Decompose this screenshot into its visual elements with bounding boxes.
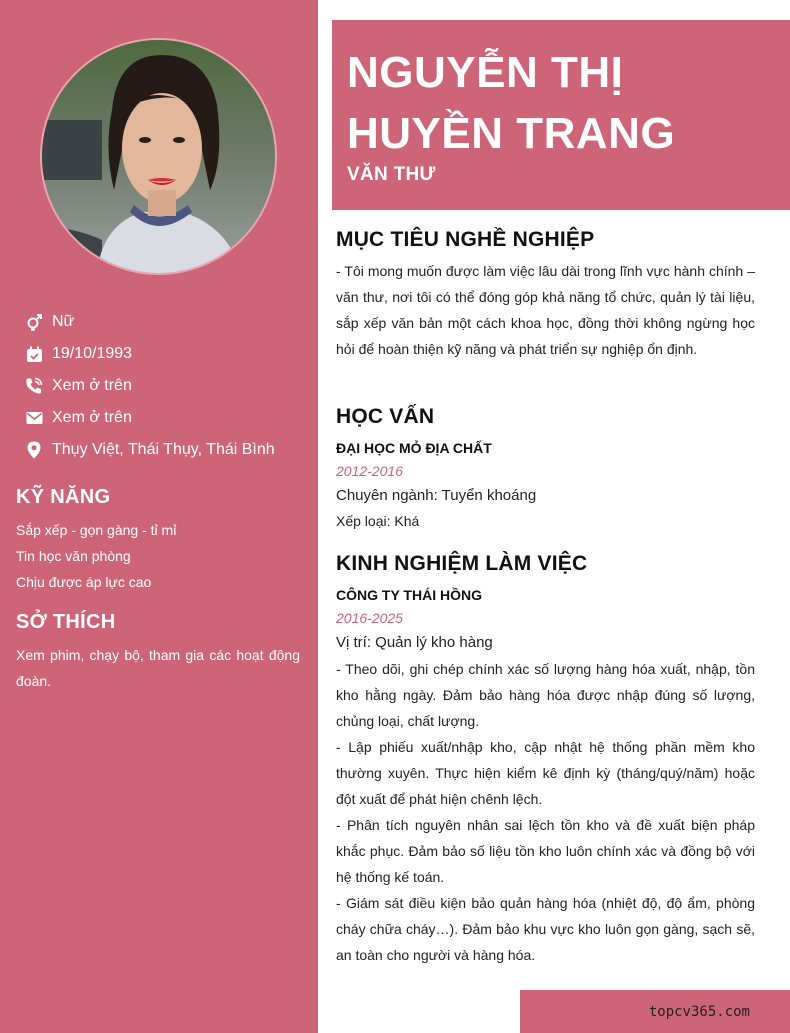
contact-gender: [24, 309, 314, 335]
phone-icon: [24, 376, 44, 396]
contact-address: [24, 437, 314, 463]
education-heading: HỌC VẤN: [336, 405, 435, 428]
contact-gender-text: Nữ: [52, 313, 75, 330]
skill-item: Tin học văn phòng: [16, 548, 131, 564]
name-line-2: HUYỀN TRANG: [347, 109, 676, 158]
contact-phone-text: Xem ở trên: [52, 377, 132, 394]
skill-item: Sắp xếp - gọn gàng - tỉ mỉ: [16, 522, 177, 538]
location-icon: [24, 440, 44, 460]
duty-item: - Theo dõi, ghi chép chính xác số lượng hàng hóa xuất, nhập, tồn kho hằng ngày. Đảm bảo hàng hóa được nhập đúng số lượng, chủng loại, chất lượng.: [336, 661, 755, 729]
job-title: VĂN THƯ: [347, 164, 436, 185]
skill-item: Chịu được áp lực cao: [16, 574, 152, 590]
contact-birthday-text: 19/10/1993: [52, 345, 133, 362]
objective-text: - Tôi mong muốn được làm việc lâu dài trong lĩnh vực hành chính – văn thư, nơi tôi có thể đóng góp khả năng tổ chức, quản lý tài liệu, sắp xếp văn bản một cách khoa học, đồng thời không ngừng học hỏi để hoàn thiện kỹ năng và phát triển sự nghiệp ổn định.: [336, 263, 755, 357]
gender-icon: [24, 312, 44, 332]
experience-heading: KINH NGHIỆM LÀM VIỆC: [336, 552, 588, 575]
education-grade: Xếp loại: Khá: [336, 513, 420, 529]
skills-heading: KỸ NĂNG: [16, 486, 111, 508]
experience-position: Vị trí: Quản lý kho hàng: [336, 634, 493, 651]
hobbies-heading: SỞ THÍCH: [16, 611, 116, 633]
duty-item: - Phân tích nguyên nhân sai lệch tồn kho và đề xuất biện pháp khắc phục. Đảm bảo số liệu tồn kho luôn chính xác và đồng bộ với hệ thống kế toán.: [336, 817, 755, 885]
contact-email: [24, 405, 314, 431]
school-name: ĐẠI HỌC MỎ ĐỊA CHẤT: [336, 440, 492, 456]
duty-item: - Lập phiếu xuất/nhập kho, cập nhật hệ thống phần mềm kho thường xuyên. Thực hiện kiểm kê định kỳ (tháng/quý/năm) hoặc đột xuất để phát hiện chênh lệch.: [336, 739, 755, 807]
contact-birthday: [24, 341, 314, 367]
duty-item: - Giám sát điều kiện bảo quản hàng hóa (nhiệt độ, độ ẩm, phòng cháy chữa cháy…). Đảm bảo khu vực kho luôn gọn gàng, sạch sẽ, an toàn cho người và hàng hóa.: [336, 895, 755, 963]
name-line-1: NGUYỄN THỊ: [347, 48, 624, 97]
calendar-icon: [24, 344, 44, 364]
profile-photo: [40, 38, 277, 275]
candidate-name: [347, 42, 675, 164]
objective-heading: MỤC TIÊU NGHỀ NGHIỆP: [336, 228, 595, 251]
experience-period: 2016-2025: [336, 610, 403, 626]
sidebar: [0, 0, 318, 1033]
name-banner: [332, 20, 790, 210]
skills-list: [16, 517, 300, 595]
contact-phone: [24, 373, 314, 399]
contact-address-text: Thụy Việt, Thái Thụy, Thái Bình: [52, 441, 275, 458]
email-icon: [24, 408, 44, 428]
experience-duties: [336, 656, 755, 968]
education-period: 2012-2016: [336, 463, 403, 479]
hobbies-text: Xem phim, chạy bộ, tham gia các hoạt động đoàn.: [16, 647, 300, 689]
education-major: Chuyên ngành: Tuyển khoáng: [336, 487, 537, 504]
footer-site: topcv365.com: [648, 1004, 750, 1020]
company-name: CÔNG TY THÁI HỒNG: [336, 587, 482, 603]
contact-email-text: Xem ở trên: [52, 409, 132, 426]
footer-bar: [520, 990, 790, 1033]
